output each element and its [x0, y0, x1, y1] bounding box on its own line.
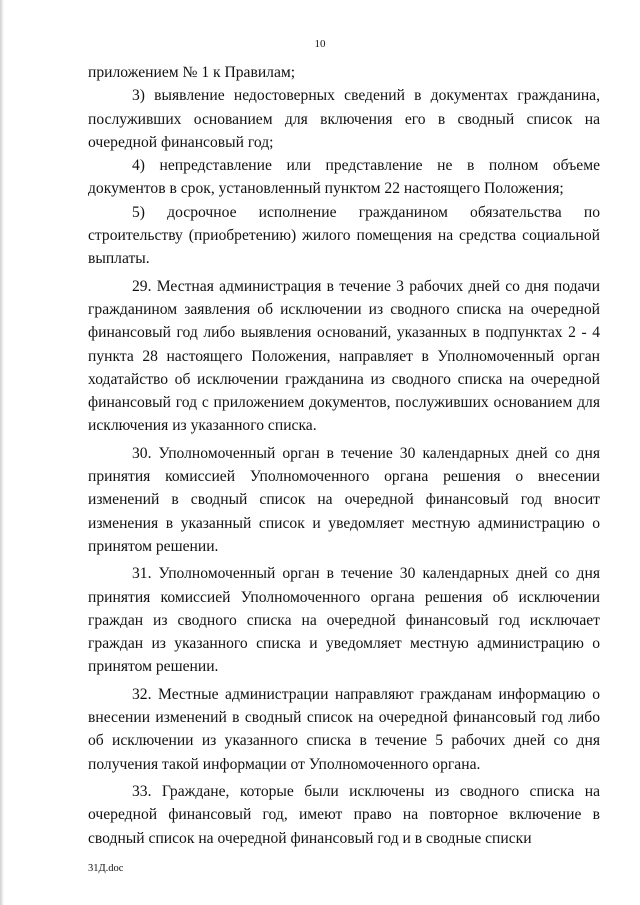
page-number: 10: [314, 38, 326, 50]
footer-filename: 31Д.doc: [88, 863, 124, 874]
paragraph-31: 31. Уполномоченный орган в течение 30 календарных дней со дня принятия комиссией Уполномоченного органа решения об исключении граждан из сводного списка на очередной финансовый год исключает граждан из указанного списка и уведомляет местную администрацию о принятом решении.: [88, 565, 600, 676]
paragraph-continuation: приложением № 1 к Правилам;: [88, 64, 296, 81]
paragraph-30: 30. Уполномоченный орган в течение 30 календарных дней со дня принятия комиссией Уполномоченного органа решения о внесении изменений в сводный список на очередной финансовый год вносит изменения в указанный список и уведомляет местную администрацию о принятом решении.: [88, 444, 600, 555]
paragraph-item-3: 3) выявление недостоверных сведений в документах гражданина, послуживших основанием для включения его в сводный список на очередной финансовый год;: [88, 87, 600, 151]
paragraph-33: 33. Граждане, которые были исключены из сводного списка на очередной финансовый год, имеют право на повторное включение в сводный список на очередной финансовый год и в сводные списки: [88, 782, 600, 847]
document-body: [88, 61, 600, 850]
paragraph-item-5: 5) досрочное исполнение гражданином обязательства по строительству (приобретению) жилого помещения на средства социальной выплаты.: [88, 203, 600, 268]
paragraph-32: 32. Местные администрации направляют гражданам информацию о внесении изменений в сводный список на очередной финансовый год либо об исключении из указанного списка в течение 5 рабочих дней со дня получения такой информации от Уполномоченного органа.: [88, 685, 600, 773]
paragraph-29: 29. Местная администрация в течение 3 рабочих дней со дня подачи гражданином заявления об исключении из сводного списка на очередной финансовый год либо выявления оснований, указанных в подпунктах 2 - 4 пункта 28 настоящего Положения, направляет в Уполномоченный орган ходатайство об исключении гражданина из сводного списка на очередной финансовый год с приложением документов, послуживших основанием для исключения из указанного списка.: [88, 277, 600, 435]
paragraph-item-4: 4) непредставление или представление не в полном объеме документов в срок, установленный пунктом 22 настоящего Положения;: [88, 157, 600, 198]
scan-edge: [0, 0, 4, 905]
